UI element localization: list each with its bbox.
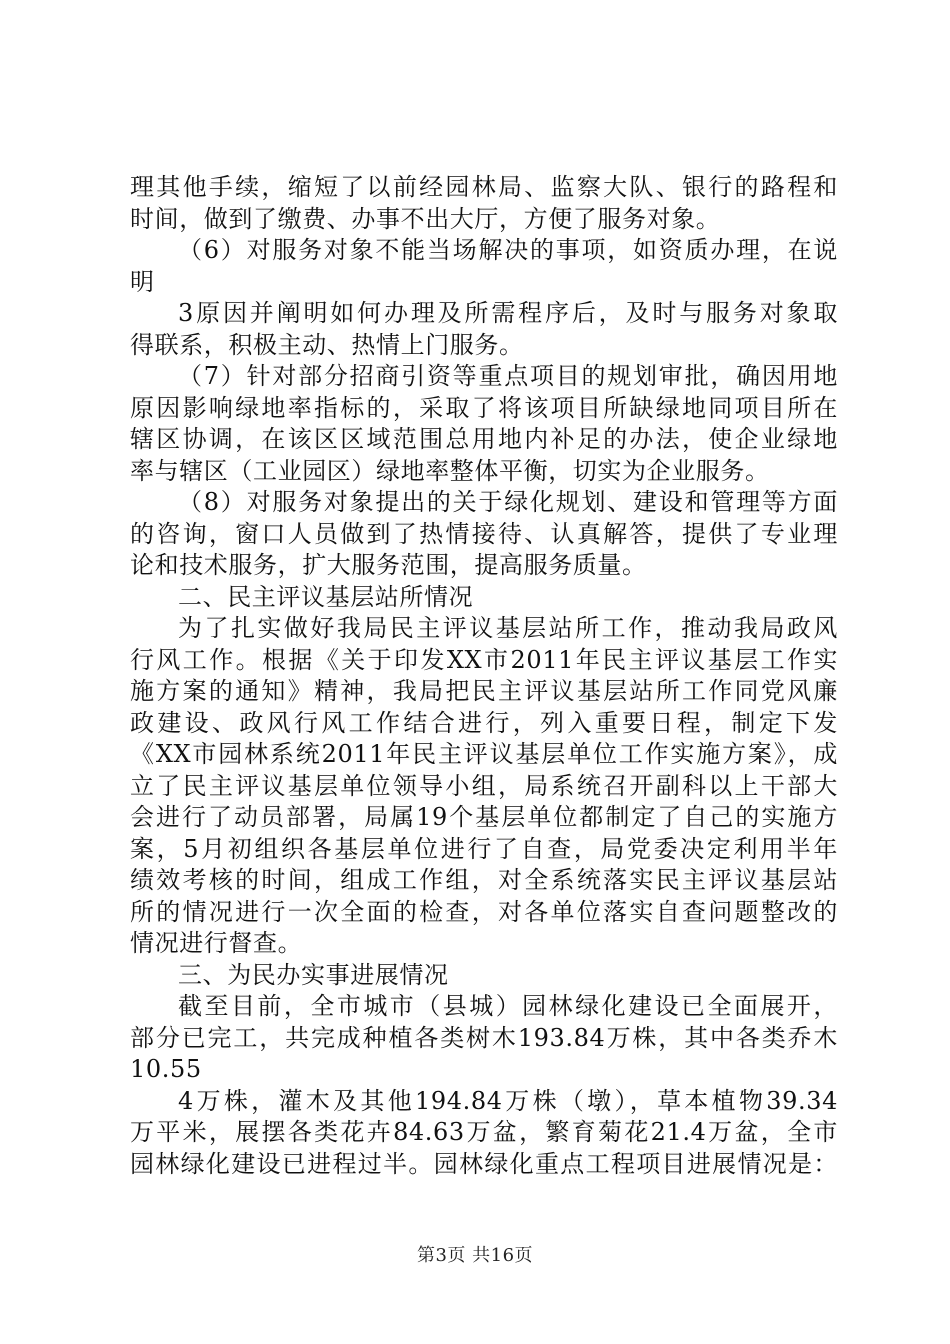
- text-line: 会进行了动员部署，局属19个基层单位都制定了自己的实施方: [130, 803, 838, 831]
- text-line: 情况进行督查。: [130, 929, 303, 957]
- page-number-footer: 第3页 共16页: [416, 1245, 534, 1266]
- text-line: 原因影响绿地率指标的，采取了将该项目所缺绿地同项目所在: [130, 393, 838, 422]
- text-line: 明: [130, 267, 155, 296]
- text-line: 所的情况进行一次全面的检查，对各单位落实自查问题整改的: [130, 897, 838, 926]
- text-line: 辖区协调，在该区区域范围总用地内补足的办法，使企业绿地: [130, 425, 838, 453]
- text-line: 时间，做到了缴费、办事不出大厅，方便了服务对象。: [130, 204, 721, 233]
- text-line: 施方案的通知》精神，我局把民主评议基层站所工作同党风廉: [130, 677, 838, 705]
- text-line: 案，5月初组织各基层单位进行了自查，局党委决定利用半年: [130, 834, 838, 863]
- text-line: 政建设、政风行风工作结合进行，列入重要日程，制定下发: [130, 708, 838, 737]
- text-line: （6）对服务对象不能当场解决的事项，如资质办理，在说: [178, 236, 838, 264]
- text-line: 《XX市园林系统2011年民主评议基层单位工作实施方案》，成: [130, 740, 838, 768]
- text-line: 万平米，展摆各类花卉84.63万盆，繁育菊花21.4万盆，全市: [130, 1118, 838, 1146]
- section-heading: 二、民主评议基层站所情况: [178, 582, 474, 611]
- text-line: 部分已完工，共完成种植各类树木193.84万株，其中各类乔木: [130, 1023, 838, 1052]
- text-line: 10.55: [130, 1055, 202, 1083]
- text-line: 行风工作。根据《关于印发XX市2011年民主评议基层工作实: [130, 645, 838, 674]
- text-line: （7）针对部分招商引资等重点项目的规划审批，确因用地: [178, 362, 838, 390]
- text-line: （8）对服务对象提出的关于绿化规划、建设和管理等方面: [178, 488, 838, 516]
- text-line: 绩效考核的时间，组成工作组，对全系统落实民主评议基层站: [130, 866, 838, 894]
- text-line: 立了民主评议基层单位领导小组，局系统召开副科以上干部大: [130, 771, 838, 800]
- text-line: 率与辖区（工业园区）绿地率整体平衡，切实为企业服务。: [130, 456, 770, 485]
- text-line: 的咨询，窗口人员做到了热情接待、认真解答，提供了专业理: [130, 519, 838, 548]
- text-line: 论和技术服务，扩大服务范围，提高服务质量。: [130, 551, 647, 579]
- text-line: 理其他手续，缩短了以前经园林局、监察大队、银行的路程和: [130, 173, 838, 201]
- text-line: 截至目前，全市城市（县城）园林绿化建设已全面展开，: [178, 992, 838, 1020]
- text-line: 园林绿化建设已进程过半。园林绿化重点工程项目进展情况是：: [130, 1149, 838, 1178]
- text-line: 得联系，积极主动、热情上门服务。: [130, 330, 524, 359]
- document-body: [130, 172, 838, 1180]
- section-heading: 三、为民办实事进展情况: [178, 960, 449, 989]
- text-line: 为了扎实做好我局民主评议基层站所工作，推动我局政风: [178, 614, 838, 642]
- text-line: 3原因并阐明如何办理及所需程序后，及时与服务对象取: [178, 299, 838, 327]
- text-line: 4万株，灌木及其他194.84万株（墩），草本植物39.34: [178, 1086, 838, 1115]
